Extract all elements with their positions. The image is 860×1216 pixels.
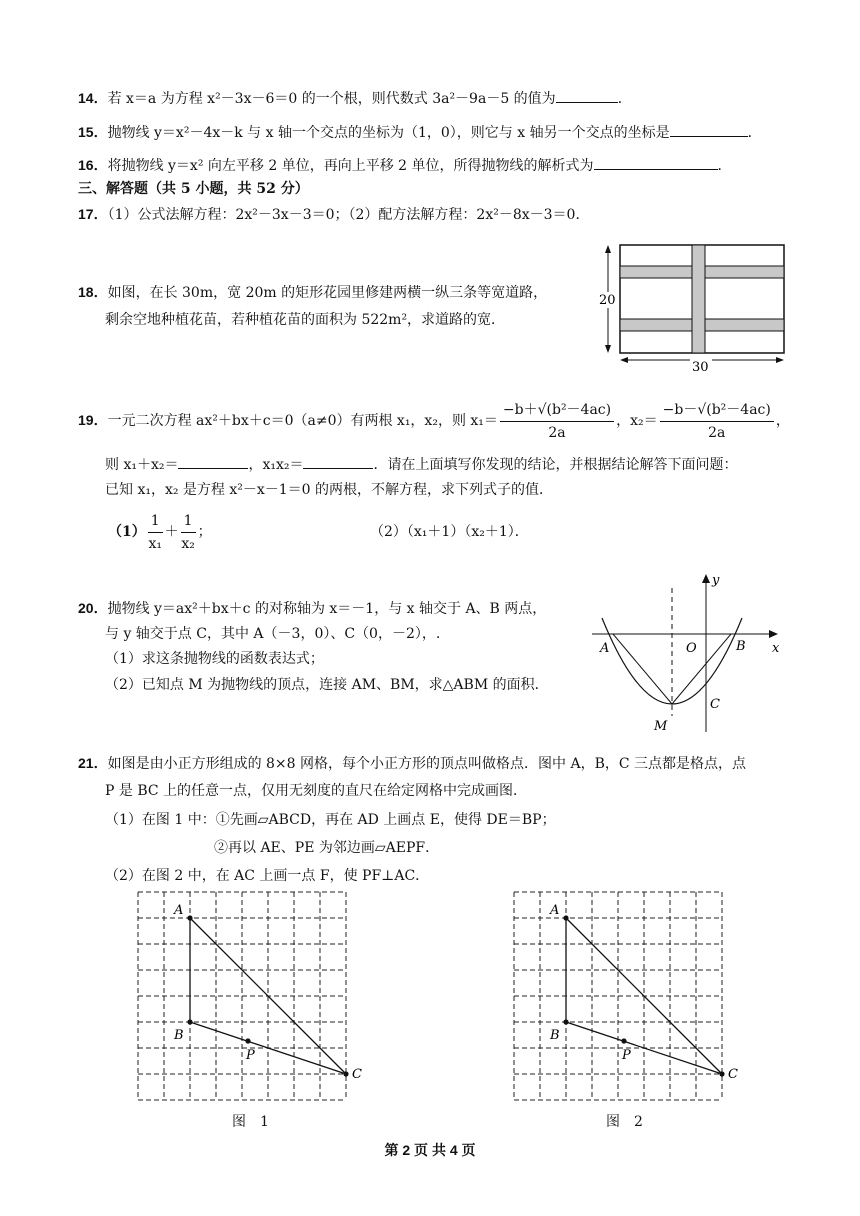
fraction-denominator: 2a [548, 424, 566, 441]
figure-2-caption: 图 2 [606, 1114, 643, 1130]
fraction-denominator: x₁ [148, 535, 162, 552]
question-number: 18． [78, 284, 108, 300]
question-text: 若 x＝a 为方程 x²－3x－6＝0 的一个根，则代数式 3a²－9a－5 的值为 [107, 91, 556, 107]
origin-label: O [686, 641, 697, 656]
period: ． [717, 158, 732, 174]
question-number: 21． [78, 755, 108, 771]
segment-am [613, 634, 672, 704]
plus: ＋ [164, 524, 179, 540]
question-21-part2: （2）在图 2 中，在 AC 上画一点 F，使 PF⊥AC． [105, 868, 430, 884]
label-c: C [728, 1067, 738, 1082]
point-b-label: B [736, 639, 746, 654]
height-label: 20 [599, 293, 616, 308]
question-number: 15． [78, 124, 108, 140]
question-19-line3: 已知 x₁，x₂ 是方程 x²－x－1＝0 的两根，不解方程，求下列式子的值． [105, 482, 554, 498]
text: ，x₁x₂＝ [248, 457, 304, 473]
fraction-numerator: 1 [181, 510, 196, 533]
x-label: x [772, 641, 780, 656]
product-blank[interactable] [303, 454, 373, 469]
section-heading: 三、解答题（共 5 小题，共 52 分） [78, 181, 309, 197]
point-c-label: C [710, 697, 720, 712]
label-p: P [622, 1048, 631, 1063]
point-m-label: M [654, 719, 668, 734]
road-vertical [692, 245, 705, 353]
point-p [621, 1038, 626, 1043]
question-19 [78, 396, 790, 444]
grid-figure-1 [130, 886, 370, 1104]
point-p [245, 1038, 250, 1043]
fraction-denominator: 2a [708, 424, 726, 441]
figure-1-caption: 图 1 [232, 1114, 269, 1130]
question-text: 将抛物线 y＝x² 向左平移 2 单位，再向上平移 2 单位，所得抛物线的解析式为 [107, 158, 594, 174]
question-text-line1: 如图，在长 30m，宽 20m 的矩形花园里修建两横一纵三条等宽道路， [107, 285, 548, 301]
question-20-part2: （2）已知点 M 为抛物线的顶点，连接 AM、BM，求△ABM 的面积． [105, 677, 549, 693]
page-footer: 第 2 页 共 4 页 [384, 1142, 476, 1158]
garden-figure [596, 238, 792, 374]
y-label: y [712, 573, 720, 588]
segment-bm [672, 634, 731, 704]
question-number: 16． [78, 157, 108, 173]
label-b: B [550, 1028, 560, 1043]
point-c [343, 1071, 348, 1076]
question-21-line2: P 是 BC 上的任意一点，仅用无刻度的直尺在给定网格中完成画图． [105, 783, 528, 799]
text: 则 x₁＋x₂＝ [105, 457, 179, 473]
question-18 [78, 282, 547, 303]
point-a [187, 915, 192, 920]
fraction-numerator: −b＋√(b²－4ac) [500, 399, 614, 422]
question-text-line1: 如图是由小正方形组成的 8×8 网格，每个小正方形的顶点叫做格点．图中 A，B，C 三点都是格点，点 [107, 756, 747, 772]
question-19-line2 [105, 454, 737, 475]
question-20-part1: （1）求这条抛物线的函数表达式； [105, 651, 324, 667]
dashed-grid [138, 892, 346, 1100]
label-a: A [174, 903, 184, 918]
parabola-figure [586, 568, 790, 736]
fraction-denominator: x₂ [181, 535, 195, 552]
question-text: 抛物线 y＝x²－4x－k 与 x 轴一个交点的坐标为（1，0），则它与 x 轴另一个交点的坐标是 [107, 125, 670, 141]
label-a: A [550, 903, 560, 918]
root-formula-x1 [500, 399, 614, 444]
question-19-part1 [108, 508, 212, 556]
sum-blank[interactable] [178, 454, 248, 469]
question-number: 20． [78, 600, 108, 616]
point-b [563, 1019, 568, 1024]
question-text: 一元二次方程 ax²＋bx＋c＝0（a≠0）有两根 x₁，x₂，则 x₁＝ [107, 413, 498, 429]
question-15 [78, 122, 762, 143]
question-text-line1: 抛物线 y＝ax²＋bx＋c 的对称轴为 x＝－1，与 x 轴交于 A、B 两点， [107, 601, 547, 617]
separator: ，x₂＝ [616, 413, 658, 429]
label-b: B [174, 1028, 184, 1043]
fraction-numerator: 1 [148, 510, 163, 533]
question-number: 17． [78, 206, 108, 222]
point-c [719, 1071, 724, 1076]
question-16 [78, 155, 732, 176]
answer-blank[interactable] [556, 88, 618, 103]
label-c: C [352, 1067, 362, 1082]
question-text: （1）公式法解方程：2x²－3x－3＝0；（2）配方法解方程：2x²－8x－3＝0． [107, 207, 590, 223]
period: ． [617, 91, 632, 107]
question-21-part1b: ②再以 AE、PE 为邻边画▱AEPF． [214, 840, 440, 856]
point-a-label: A [600, 641, 610, 656]
separator: ， [775, 413, 790, 429]
grid-figure-2 [512, 886, 752, 1104]
fraction-1 [148, 510, 163, 555]
width-label: 30 [692, 360, 709, 374]
point-b [187, 1019, 192, 1024]
question-20 [78, 598, 546, 619]
fraction-numerator: −b－√(b²－4ac) [660, 399, 774, 422]
answer-blank[interactable] [594, 155, 718, 170]
question-number: 14． [78, 90, 108, 106]
dashed-grid [514, 892, 722, 1100]
question-19-part2: （2）（x₁＋1）（x₂＋1）． [370, 524, 529, 540]
question-17 [78, 204, 589, 225]
label-p: P [246, 1048, 255, 1063]
fraction-2 [181, 510, 196, 555]
answer-blank[interactable] [670, 122, 748, 137]
part-label: （1） [108, 524, 146, 540]
semicolon: ； [197, 524, 212, 540]
question-number: 19． [78, 412, 108, 428]
text: ．请在上面填写你发现的结论，并根据结论解答下面问题： [373, 457, 738, 473]
period: ． [747, 125, 762, 141]
question-14 [78, 88, 632, 109]
question-20-line2: 与 y 轴交于点 C，其中 A（－3，0）、C（0，－2），. [105, 626, 441, 642]
root-formula-x2 [660, 399, 774, 444]
question-21-part1: （1）在图 1 中：①先画▱ABCD，再在 AD 上画点 E，使得 DE＝BP； [105, 812, 556, 828]
question-18-line2: 剩余空地种植花苗，若种植花苗的面积为 522m²，求道路的宽． [105, 312, 506, 328]
question-21 [78, 753, 746, 774]
point-a [563, 915, 568, 920]
